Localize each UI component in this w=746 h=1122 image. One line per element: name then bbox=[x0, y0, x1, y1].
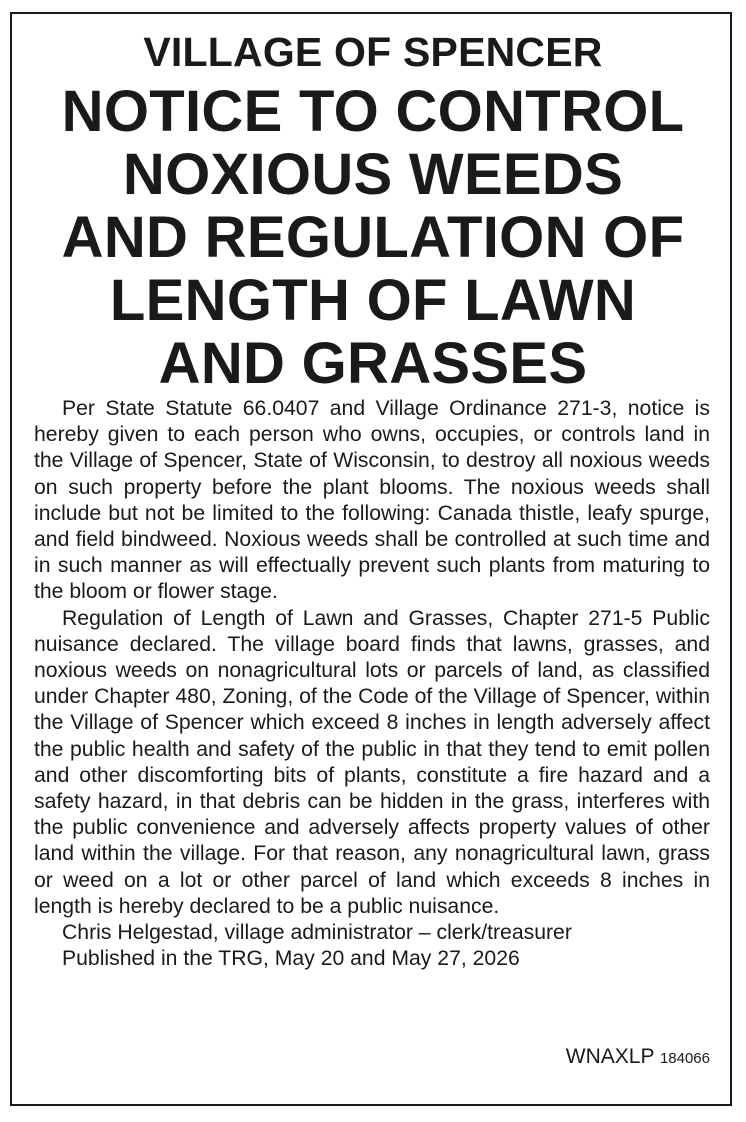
notice-body bbox=[34, 396, 710, 972]
notice-title bbox=[0, 80, 746, 395]
title-line-2: NOXIOUS WEEDS bbox=[122, 142, 624, 207]
lawn-regulation-paragraph: Regulation of Length of Lawn and Grasses, Chapter 271-5 Public nuisance declared. The village board finds that lawns, grasses, and noxious weeds on nonagricultural lots or parcels of land, as classified under Chapter 480, Zoning, of the Code of the Village of Spencer, within the Village of Spencer which exceed 8 inches in length adversely affect the public health and safety of the public in that they tend to emit pollen and other discomforting bits of plants, constitute a fire hazard and a safety hazard, in that debris can be hidden in the grass, interferes with the public convenience and adversely affects property values of other land within the village. For that reason, any nonagricultural lawn, grass or weed on a lot or other parcel of land which exceeds 8 inches in length is hereby declared to be a public nuisance. bbox=[34, 606, 710, 918]
title-line-4: LENGTH OF LAWN bbox=[109, 268, 637, 333]
signature: Chris Helgestad, village administrator – clerk/treasurer bbox=[62, 921, 572, 945]
notice-code: WNAXLP bbox=[565, 1045, 655, 1068]
village-name: VILLAGE OF SPENCER bbox=[143, 29, 603, 75]
title-line-5: AND GRASSES bbox=[158, 331, 588, 396]
title-line-1: NOTICE TO CONTROL bbox=[61, 79, 685, 144]
notice-number: 184066 bbox=[659, 1050, 710, 1067]
legal-notice-code bbox=[566, 1044, 710, 1072]
title-line-3: AND REGULATION OF bbox=[61, 205, 685, 270]
publication-dates: Published in the TRG, May 20 and May 27, 2026 bbox=[62, 947, 520, 971]
weed-control-paragraph: Per State Statute 66.0407 and Village Ordinance 271-3, notice is hereby given to each person who owns, occupies, or controls land in the Village of Spencer, State of Wisconsin, to destroy all noxious weeds on such property before the plant blooms. The noxious weeds shall include but not be limited to the following: Canada thistle, leafy spurge, and field bindweed. Noxious weeds shall be controlled at such time and in such manner as will effectually prevent such plants from maturing to the bloom or flower stage. bbox=[34, 397, 710, 604]
notice-heading bbox=[0, 30, 746, 395]
